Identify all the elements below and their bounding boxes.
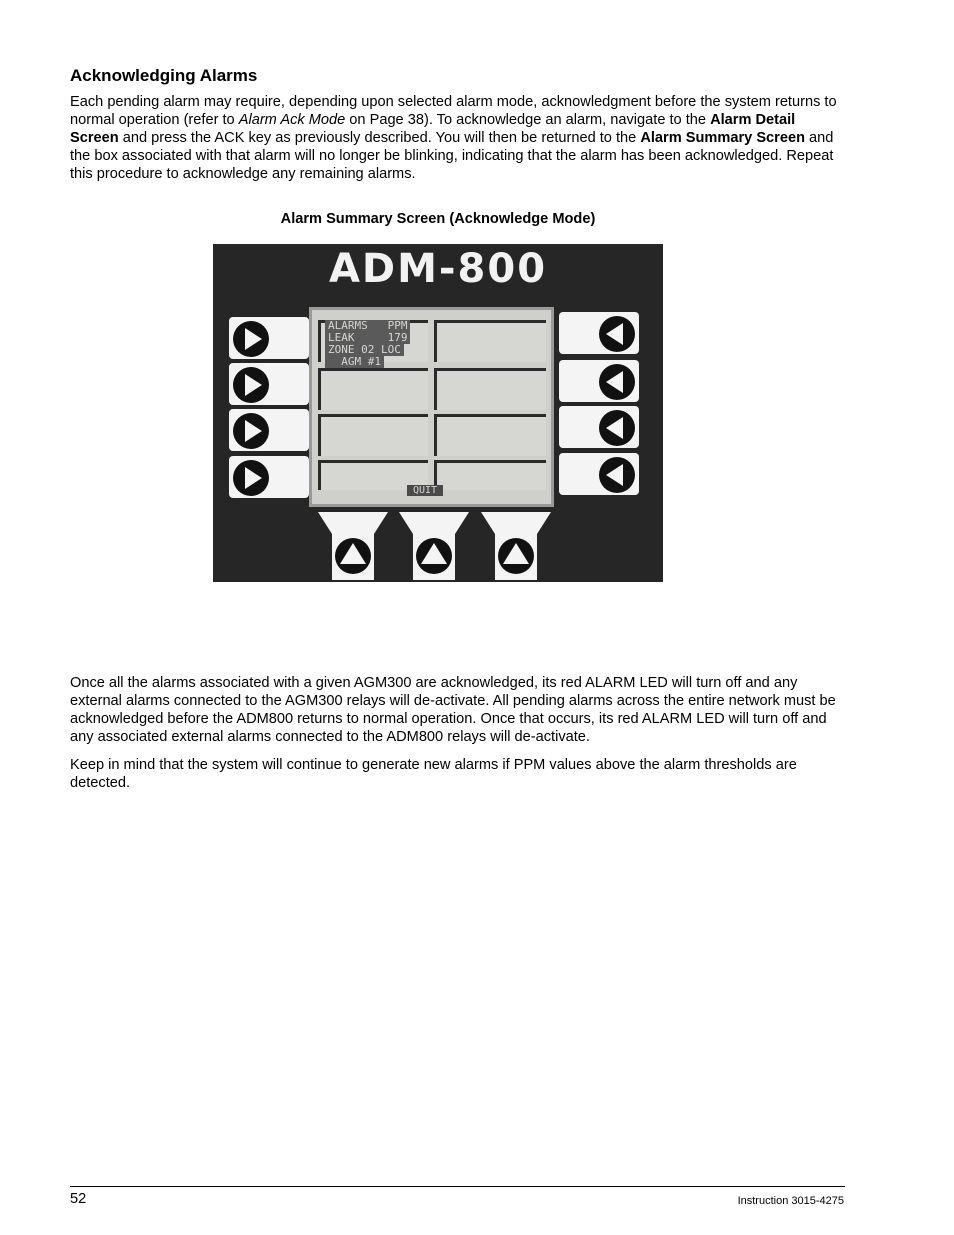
bottom-soft-key-2[interactable]	[399, 512, 469, 580]
alarm-box-4	[434, 368, 546, 410]
alarm-box-3	[318, 368, 428, 410]
arrow-left-icon	[597, 455, 637, 495]
alarm-box-6	[434, 414, 546, 456]
arrow-right-icon	[231, 319, 271, 359]
arrow-right-icon	[231, 365, 271, 405]
left-soft-key-2[interactable]	[229, 363, 309, 405]
left-soft-key-1[interactable]	[229, 317, 309, 359]
lcd-quit-label: QUIT	[407, 485, 443, 496]
lcd-line: LEAK 179	[325, 332, 410, 344]
right-soft-key-2[interactable]	[559, 360, 639, 402]
right-soft-key-4[interactable]	[559, 453, 639, 495]
arrow-left-icon	[597, 314, 637, 354]
lcd-line: AGM #1	[325, 356, 384, 368]
lcd-line: ZONE 02 LOC	[325, 344, 404, 356]
arrow-left-icon	[597, 408, 637, 448]
bottom-soft-key-1[interactable]	[318, 512, 388, 580]
footer-divider	[70, 1186, 845, 1187]
figure-caption: Alarm Summary Screen (Acknowledge Mode)	[280, 211, 596, 227]
right-soft-key-1[interactable]	[559, 312, 639, 354]
intro-run: and the box associated with that alarm will no longer be blinking, indicating that the alarm has been acknowledged. Repeat this procedure to acknowledge any remaining alarms.	[70, 130, 834, 182]
device-title: ADM-800	[328, 246, 548, 292]
arrow-right-icon	[231, 458, 271, 498]
arrow-right-icon	[231, 411, 271, 451]
intro-run: and press the ACK key as previously described. You will then be returned to the	[118, 130, 641, 146]
intro-run: Alarm Summary Screen	[640, 130, 805, 146]
intro-run: Alarm Ack Mode	[238, 112, 346, 128]
intro-run: on Page 38). To acknowledge an alarm, navigate to the	[345, 112, 711, 128]
left-soft-key-4[interactable]	[229, 456, 309, 498]
intro-run: Each pending alarm may require, depending upon selected alarm mode, acknowledgment before the system returns to normal operation (refer to	[70, 94, 837, 128]
left-soft-key-3[interactable]	[229, 409, 309, 451]
document-id: Instruction 3015-4275	[737, 1195, 844, 1207]
alarm-box-5	[318, 414, 428, 456]
paragraph-3: Keep in mind that the system will continue to generate new alarms if PPM values above the alarm thresholds are detected.	[70, 757, 797, 791]
alarm-box-8	[434, 460, 546, 490]
paragraph-2: Once all the alarms associated with a given AGM300 are acknowledged, its red ALARM LED will turn off and any external alarms connected to the AGM300 relays will de-activate. All pending alarms across the entire network must be acknowledged before the ADM800 returns to normal operation. Once that occurs, its red ALARM LED will turn off and any associated external alarms connected to the ADM800 relays will de-activate.	[70, 675, 836, 745]
alarm-box-1	[318, 319, 428, 368]
lcd-screen	[309, 307, 554, 507]
alarm-box-2	[434, 320, 546, 362]
intro-run: Alarm Detail Screen	[70, 112, 796, 146]
lcd-line: ALARMS PPM	[325, 320, 410, 332]
arrow-left-icon	[597, 362, 637, 402]
bottom-soft-key-3[interactable]	[481, 512, 551, 580]
adm800-panel-photo	[213, 244, 663, 582]
right-soft-key-3[interactable]	[559, 406, 639, 448]
page-number: 52	[70, 1191, 87, 1207]
section-heading: Acknowledging Alarms	[70, 66, 258, 85]
intro-paragraph	[70, 93, 840, 183]
